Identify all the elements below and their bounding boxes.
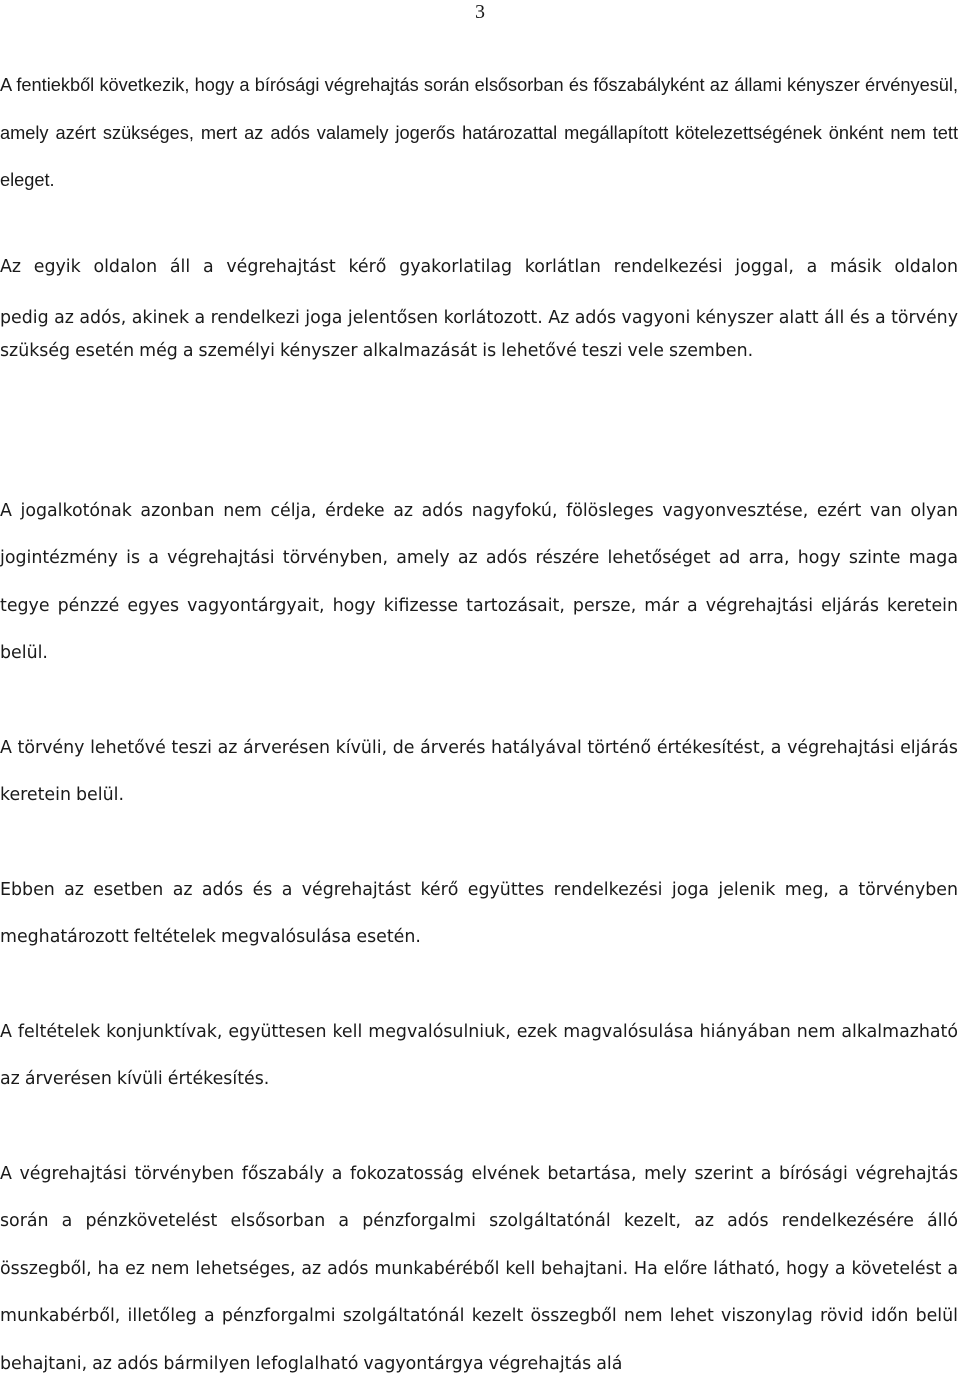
paragraph-gradualism-principle: A végrehajtási törvényben főszabály a fokozatosság elvének betartása, mely szerint a bírósági végrehajtás során a pénzkövetelést elsősorban a pénzforgalmi szolgáltatónál kezelt, az adós rendelkezésére álló összegből, ha ez nem lehetséges, az adós munkabéréből kell behajtani. Ha előre látható, hogy a követelést a munkabérből, illetőleg a pénzforgalmi szolgáltatónál kezelt összegből nem lehet viszonylag rövid időn belül behajtani, az adós bármilyen lefoglalható vagyontárgya végrehajtás alá [0, 1164, 958, 1374]
paragraph-enforcement-intro: A fentiekből következik, hogy a bírósági végrehajtás során elsősorban és főszabályként az állami kényszer érvényesül, amely azért szükséges, mert az adós valamely jogerős határozattal megállapított kötelezettségének önként nem tett eleget. [0, 75, 958, 190]
paragraph-sale-outside-auction: A törvény lehetővé teszi az árverésen kívüli, de árverés hatályával történő értékesítést, a végrehajtási eljárás keretein belül. [0, 738, 958, 805]
paragraph-parties-rest: pedig az adós, akinek a rendelkezi joga jelentősen korlátozott. Az adós vagyoni kényszer alatt áll és a törvény szükség esetén még a személyi kényszer alkalmazását is lehetővé teszi vele szemben. [0, 308, 958, 361]
paragraph-joint-disposal-right: Ebben az esetben az adós és a végrehajtást kérő együttes rendelkezési joga jelenik meg, a törvényben meghatározott feltételek megvalósulása esetén. [0, 880, 958, 947]
paragraph-parties-line-1: Az egyik oldalon áll a végrehajtást kérő gyakorlatilag korlátlan rendelkezési joggal, a másik oldalon [0, 257, 958, 277]
page-number: 3 [475, 1, 485, 23]
paragraph-legislator-intent: A jogalkotónak azonban nem célja, érdeke az adós nagyfokú, fölösleges vagyonvesztése, ezért van olyan jogintézmény is a végrehajtási törvényben, amely az adós részére lehetőséget ad arra, hogy szinte maga tegye pénzzé egyes vagyontárgyait, hogy kifizesse tartozásait, persze, már a végrehajtási eljárás keretein belül. [0, 501, 958, 663]
paragraph-conjunctive-conditions: A feltételek konjunktívak, együttesen kell megvalósulniuk, ezek magvalósulása hiányában nem alkalmazható az árverésen kívüli értékesítés. [0, 1022, 958, 1089]
